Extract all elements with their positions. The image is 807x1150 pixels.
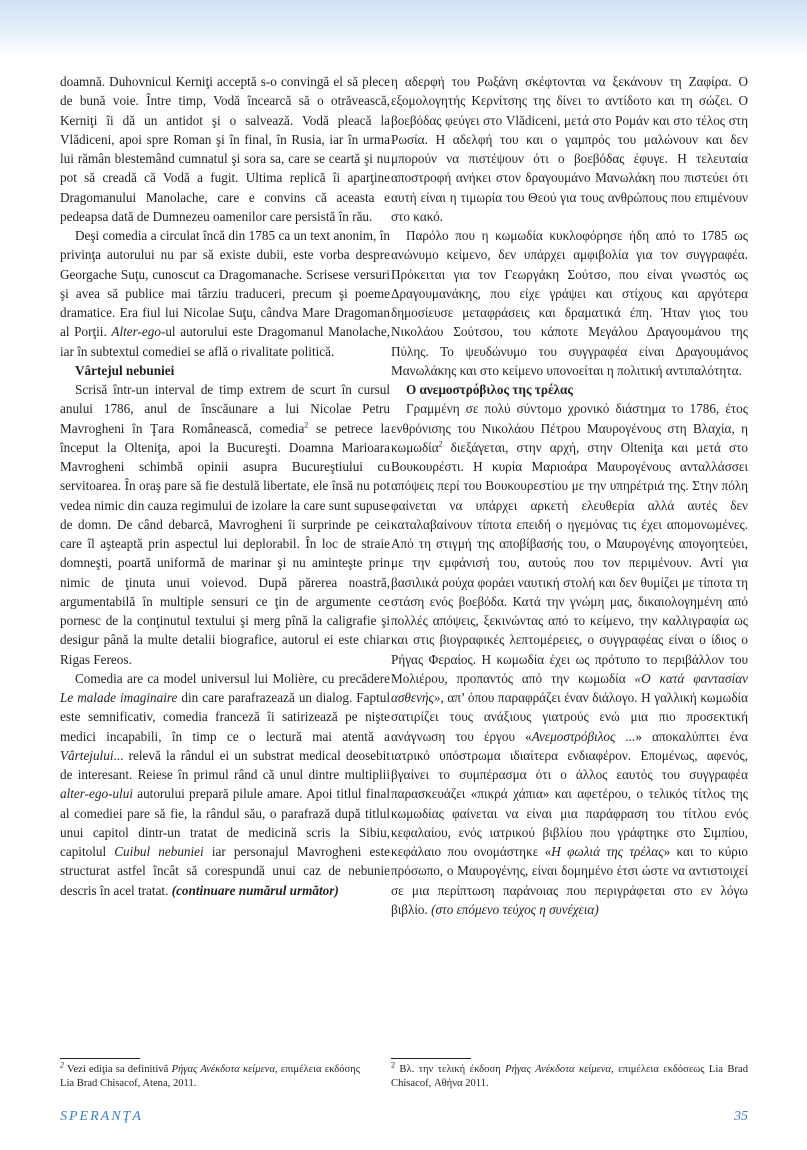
footnote-marker: 2 <box>304 420 309 430</box>
italic-title: Η φωλιά της τρέλας <box>551 844 664 859</box>
paragraph-text: iar personajul Mavrogheni este structurat astfel încât să corespundă unui caz de nebunie descris în acel tratat. <box>60 844 390 898</box>
paragraph <box>60 72 390 226</box>
paragraph-text: ... relevă la rândul ei un substrat medical deosebit de interesant. Reiese în primul rând că unul dintre multiplii <box>60 747 390 782</box>
header-gradient-band <box>0 0 807 58</box>
italic-term: Alter-ego <box>111 324 161 340</box>
footnote-number: 2 <box>60 1060 64 1070</box>
paragraph-text: » αποκαλύπτει ένα ιατρικό υπόστρωμα ιδιαίτερα ενδιαφέρον. Επομένως, αφενός, βγαίνει το συμπέρασμα ότι ο άλλος εαυτός του συγγραφέα παρασκευάζει «πικρά χάπια» και αφετέρου, ο τελικός τίτλος της κωμωδίας φαίνεται να είναι μια παράφραση του τίτλου ενός κεφαλαίου, ενός ιατρικού βιβλίου που γράφτηκε στο Σιμπίου, κεφάλαιο που ονομάστηκε « <box>391 728 748 859</box>
footnote-rule <box>391 1058 471 1059</box>
paragraph-text: Παρόλο που η κωμωδία κυκλοφόρησε ήδη από το 1785 ως ανώνυμο κείμενο, δεν υπάρχει αμφιβολία για τον συγγραφέα. Πρόκειται για τον Γεωργάκη Σούτσο, που είναι γνωστός ως Δραγουμανάκης, που είχε γράψει και στίχους και αργότερα δημοσίευσε μεταφράσεις και δραματικά έπη. Ήταν γιος του Νικολάου Σούτσου, του κάποτε Μεγάλου Δραγουμάνου της Πύλης. Το ψευδώνυμο του συγγραφέα είναι Δραγουμάνος Μανωλάκης και στο κείμενο υπονοείται η πολιτική αντιπαλότητα. <box>391 228 748 378</box>
paragraph-text: se petrece la început la Olteniţa, apoi la Bucureşti. Doamna Marioara Mavrogheni schimbă opinii asupra Bucureştiului cu servitoarea. În oraş pare să fie destulă libertate, ele însă nu pot vedea nimic din cauza regimului de izolare la care sunt supuse de domn. De când debarcă, Mavrogheni îi surprinde pe cei care îl aşteaptă prin aspectul lui deplorabil. În loc de straie domneşti, poartă uniformă de marinar şi nu aminteşte prin nimic de ţinuta unui voievod. După părerea noastră, argumentabilă în multiple sensuri ce ţin de argumente ce pornesc de la conţinutul textului şi merg pînă la caligrafie şi desigur până la multe detalii biografice, autorul ei este chiar Rigas Fereos. <box>60 420 390 667</box>
italic-title: Ρήγας Ανέκδοτα κείμενα <box>171 1064 275 1075</box>
italic-title: Vârtejului <box>60 747 114 763</box>
page-number: 35 <box>734 1109 748 1124</box>
footnote-right <box>391 1058 748 1091</box>
section-heading: Vârtejul nebuniei <box>75 362 175 378</box>
footnote-text: , επιμέλεια εκδόσης Lia Brad Chisacof, Atena, 2011. <box>60 1064 360 1089</box>
footnote-text: Vezi ediţia sa definitivă <box>64 1064 172 1075</box>
section-heading: Ο ανεμοστρόβιλος της τρέλας <box>406 382 573 397</box>
paragraph <box>60 669 390 900</box>
paragraph-text: Comedia are ca model universul lui Molière, cu precădere <box>75 670 390 686</box>
continuation-note: (continuare numărul următor) <box>171 882 339 898</box>
paragraph-text: Γραμμένη σε πολύ σύντομο χρονικό διάστημα το 1786, έτος ενθρόνισης του Νικολάου Πέτρου Μαυρογένους στη Βλαχία, η κωμωδία <box>391 401 748 455</box>
paragraph-text: doamnă. Duhovnicul Kerniţi acceptă s-o convingă el să plece de bună voie. Între timp, Vodă încearcă să o otrăvească, Kerniţi îi dă un antidot şi o salvează. Vodă pleacă la Vlădiceni, apoi spre Roman şi în final, în Rusia, iar în urma lui rămân blestemând cumnatul şi sora sa, care se ceartă şi nu pot să creadă că Vodă a fugit. Ultima replică îi aparţine Dragomanului Manolache, care e convins că aceasta e pedeapsa dată de Dumnezeu oamenilor care persistă în rău. <box>60 74 390 224</box>
italic-title: Cuibul nebuniei <box>114 844 204 859</box>
footnote-number: 2 <box>391 1060 395 1070</box>
paragraph <box>391 72 748 226</box>
page-footer <box>0 1106 807 1134</box>
italic-title: Le malade imaginaire <box>60 690 178 705</box>
paragraph-text: » και το κύριο πρόσωπο, ο Μαυρογένης, είναι δομημένο έτσι ώστε να αντιστοιχεί σε μια περίπτωση παράνοιας που περιγράφεται στο εν λόγω βιβλίο. <box>391 844 748 917</box>
paragraph <box>60 380 390 669</box>
paragraph <box>391 226 748 380</box>
paragraph <box>60 226 390 361</box>
romanian-column <box>60 72 390 900</box>
paragraph <box>391 399 748 919</box>
footnote-text: , επιμέλεια εκδόσεως Lia Brad Chisacof, Αθήνα 2011. <box>391 1064 749 1089</box>
italic-title: Ανεμοστρόβιλος ... <box>531 728 636 744</box>
footnote-marker: 2 <box>438 439 443 449</box>
footnote-text: Βλ. την τελική έκδοση <box>395 1064 506 1075</box>
footnote-left <box>60 1058 360 1091</box>
italic-title: Ρήγας Ανέκδοτα κείμενα <box>505 1064 611 1075</box>
paragraph-text: din care parafrazează un dialog. Faptul este semnificativ, comedia franceză îi satirizează pe nişte medici incapabili, în timp ce o lectură mai atentă a <box>60 690 391 744</box>
journal-title: SPERANŢA <box>60 1109 143 1124</box>
continuation-note: (στο επόμενο τεύχος η συνέχεια) <box>431 901 599 917</box>
paragraph-text: -ul autorului este Dragomanul Manolache, iar în subtextul comediei se află o rivalitate politică. <box>60 324 390 359</box>
paragraph-text: η αδερφή του Ρωξάνη σκέφτονται να ξεκάνουν τη Ζαφίρα. Ο εξομολογητής Κερνίτσης της δίνει το αντίδοτο και τη σώζει. Ο βοεβόδας φεύγει στο Vlădiceni, μετά στο Ρομάν και στο τέλος στη Ρωσία. Η αδελφή του και ο γαμπρός του μαλώνουν και δεν μπορούν να πιστέψουν ότι ο βοεβόδας έφυγε. Η τελευταία αποστροφή ανήκει στον δραγουμάνο Μανωλάκη που πιστεύει ότι αυτή είναι η τιμωρία του Θεού για τους ανθρώπους που επιμένουν στο κακό. <box>391 74 748 224</box>
italic-term: alter-ego-ului <box>60 786 133 802</box>
paragraph-text: διεξάγεται, στην αρχή, στην Olteniţa και μετά στο Βουκουρέστι. Η κυρία Μαριοάρα Μαυρογένους ανταλλάσσει απόψεις περί του Βουκουρεστίου με την υπηρέτριά της. Στην πόλη φαίνεται να υπάρχει αρκετή ελευθερία αλλά αυτές δεν καταλαβαίνουν τίποτα επειδή ο ηγεμόνας τις έχει απομονωμένες. Από τη στιγμή της αποβίβασής του, ο Μαυρογένης απογοητεύει, με την εμφάνισή του, αυτούς που τον περιμένουν. Αντί για βασιλικά ρούχα φοράει ναυτική στολή και δεν θυμίζει με τίποτα τη στάση ενός βοεβόδα. Κατά την γνώμη μας, δικαιολογημένη από πολλές απόψεις, ξεκινώντας από το κείμενο, την καλλιγραφία ως και στις βιογραφικές λεπτομέρειες, ο συγγραφέας είναι ο ίδιος ο Ρήγας Φεραίος. Η κωμωδία έχει ως πρότυπο το περιβάλλον του Μολιέρου, προπαντός από την κωμωδία <box>391 439 748 686</box>
greek-column <box>391 72 748 919</box>
paragraph-text: autorului prepară pilule amare. Apoi titlul final al comediei pare să fie, la rândul său, o parafrază după titlul unui capitol dintr-un tratat de medicină scris la Sibiu, capitolul <box>60 786 390 859</box>
paragraph-text: Deşi comedia a circulat încă din 1785 ca un text anonim, în privinţa autorului nu par să existe dubii, este vorba despre Georgache Suţu, cunoscut ca Dragomanache. Scrisese versuri şi avea să publice mai târziu traduceri, precum şi poeme dramatice. Era fiul lui Nicolae Suţu, cândva Mare Dragoman al Porţii. <box>60 228 390 340</box>
paragraph-text: , απ’ όπου παραφράζει έναν διάλογο. Η γαλλική κωμωδία σατιρίζει τους ανάξιους γιατρούς ενώ μια πιο προσεκτική ανάγνωση του έργου « <box>391 690 748 744</box>
footnote-rule <box>60 1058 140 1059</box>
italic-title: «Ο κατά φαντασίαν ασθενής» <box>391 670 748 705</box>
paragraph-text: Scrisă într-un interval de timp extrem de scurt în cursul anului 1786, anul de înscăunare a lui Nicolae Petru Mavrogheni în Ţara Românească, comedia <box>60 382 390 436</box>
